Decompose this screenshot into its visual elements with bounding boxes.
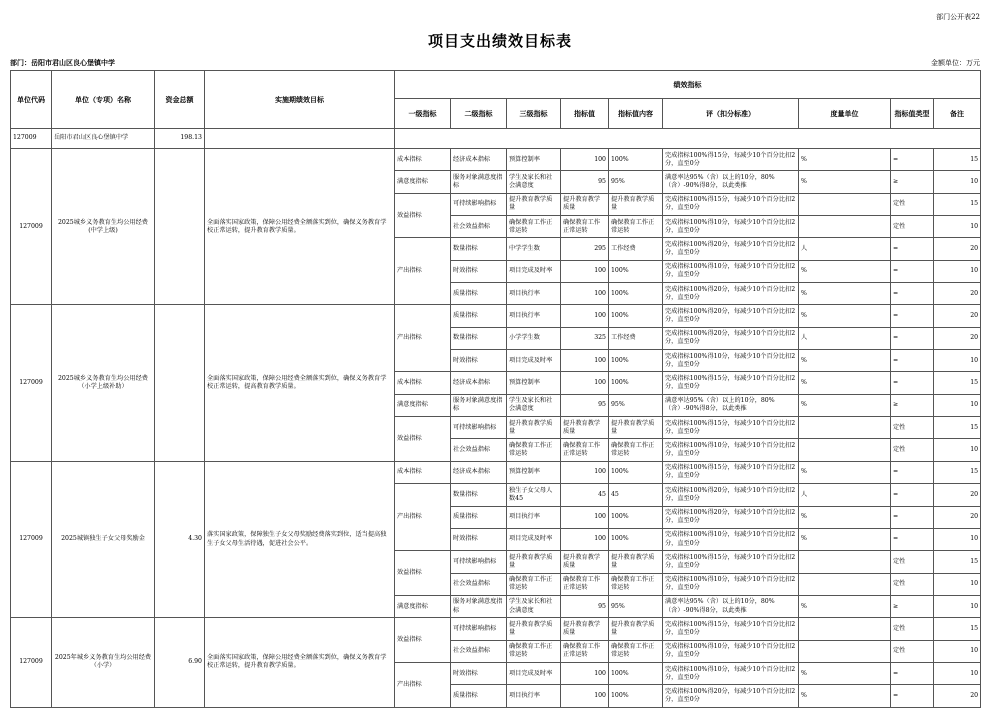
measure-unit: % [799,685,891,707]
measure-unit: 人 [799,327,891,349]
indicator-content: 确保教育工作正常运转 [609,573,663,595]
header-amount: 资金总额 [155,71,205,129]
indicator-value: 提升教育教学质量 [561,417,609,439]
level2-indicator: 社会效益指标 [451,640,507,662]
scoring-criteria: 完成指标100%得10分，每减少10个百分比扣2分，直至0分 [663,439,799,461]
indicator-content: 100% [609,528,663,550]
indicator-type: = [891,528,934,550]
measure-unit [799,417,891,439]
page-title: 项目支出绩效目标表 [427,32,572,50]
level2-indicator: 社会效益指标 [451,573,507,595]
summary-row [11,129,981,149]
header-l3: 三级指标 [507,99,561,129]
level2-indicator: 经济成本指标 [451,149,507,171]
level2-indicator: 社会效益指标 [451,216,507,238]
measure-unit: % [799,662,891,684]
header-criteria: 评（扣分标准） [663,99,799,129]
indicator-type: = [891,305,934,327]
indicator-content: 100% [609,372,663,394]
indicator-content: 100% [609,305,663,327]
remark: 10 [934,573,981,595]
measure-unit [799,193,891,215]
scoring-criteria: 完成指标100%得15分，每减少10个百分比扣2分，直至0分 [663,461,799,483]
level1-indicator: 产出指标 [395,238,451,305]
indicator-value: 100 [561,283,609,305]
remark: 10 [934,595,981,617]
indicator-content: 100% [609,350,663,372]
level2-indicator: 数量指标 [451,327,507,349]
indicator-content: 确保教育工作正常运转 [609,640,663,662]
indicator-type: = [891,283,934,305]
measure-unit [799,573,891,595]
level2-indicator: 服务对象满意度指标 [451,171,507,193]
measure-unit: % [799,595,891,617]
level3-indicator: 项目完成及时率 [507,350,561,372]
indicator-content: 确保教育工作正常运转 [609,439,663,461]
level3-indicator: 确保教育工作正常运转 [507,216,561,238]
indicator-type: = [891,461,934,483]
remark: 15 [934,372,981,394]
level3-indicator: 提升教育教学质量 [507,417,561,439]
indicator-content: 95% [609,595,663,617]
indicator-type: ≥ [891,595,934,617]
level2-indicator: 可持续影响指标 [451,417,507,439]
measure-unit: % [799,394,891,416]
measure-unit: % [799,506,891,528]
table-row [11,618,981,640]
measure-unit [799,551,891,573]
level3-indicator: 学生及家长和社会满意度 [507,171,561,193]
indicator-type: = [891,327,934,349]
remark: 10 [934,662,981,684]
table-row [11,461,981,483]
scoring-criteria: 完成指标100%得15分，每减少10个百分比扣2分，直至0分 [663,417,799,439]
measure-unit: % [799,372,891,394]
project-goal: 落实国家政策，保障独生子女父母奖励经费落实到位，适当提高独生子女父母生活待遇，促进社会公平。 [205,461,395,617]
remark: 10 [934,260,981,282]
amount-unit-label: 金额单位：万元 [931,59,980,67]
scoring-criteria: 完成指标100%得10分，每减少10个百分比扣2分，直至0分 [663,528,799,550]
level3-indicator: 中学学生数 [507,238,561,260]
level1-indicator: 效益指标 [395,551,451,596]
indicator-content: 确保教育工作正常运转 [609,216,663,238]
measure-unit: % [799,283,891,305]
project-name: 2025城乡义务教育生均公用经费(中学上级) [52,149,155,305]
indicator-value: 100 [561,685,609,707]
level1-indicator: 产出指标 [395,484,451,551]
measure-unit: % [799,528,891,550]
indicator-type: 定性 [891,216,934,238]
indicator-value: 100 [561,350,609,372]
indicator-content: 提升教育教学质量 [609,551,663,573]
level3-indicator: 项目执行率 [507,283,561,305]
remark: 10 [934,640,981,662]
performance-table [10,70,981,708]
remark: 20 [934,283,981,305]
measure-unit [799,439,891,461]
measure-unit [799,640,891,662]
indicator-type: = [891,149,934,171]
table-row [11,305,981,327]
indicator-type: 定性 [891,640,934,662]
project-code: 127009 [11,149,52,305]
remark: 20 [934,327,981,349]
indicator-value: 100 [561,461,609,483]
level3-indicator: 确保教育工作正常运转 [507,640,561,662]
level2-indicator: 服务对象满意度指标 [451,394,507,416]
remark: 10 [934,216,981,238]
scoring-criteria: 完成指标100%得20分，每减少10个百分比扣2分，直至0分 [663,484,799,506]
indicator-type: = [891,350,934,372]
level3-indicator: 预算控制率 [507,372,561,394]
summary-amount: 198.13 [155,129,205,149]
department-label: 部门：岳阳市君山区良心堡镇中学 [10,58,115,67]
level2-indicator: 时效指标 [451,528,507,550]
indicator-value: 100 [561,305,609,327]
level2-indicator: 质量指标 [451,685,507,707]
header-note: 备注 [934,99,981,129]
header-goal: 实施期绩效目标 [205,71,395,129]
indicator-value: 100 [561,506,609,528]
remark: 15 [934,618,981,640]
indicator-type: 定性 [891,417,934,439]
project-goal: 全面落实国家政策，保障公用经费全额落实到位，确保义务教育学校正常运转，提高教育教学质量。 [205,305,395,461]
level2-indicator: 时效指标 [451,260,507,282]
level1-indicator: 成本指标 [395,461,451,483]
scoring-criteria: 完成指标100%得20分，每减少10个百分比扣2分，直至0分 [663,327,799,349]
measure-unit [799,618,891,640]
level3-indicator: 确保教育工作正常运转 [507,439,561,461]
remark: 20 [934,506,981,528]
scoring-criteria: 完成指标100%得15分，每减少10个百分比扣2分，直至0分 [663,149,799,171]
indicator-value: 95 [561,171,609,193]
remark: 15 [934,417,981,439]
indicator-type: 定性 [891,618,934,640]
scoring-criteria: 完成指标100%得10分，每减少10个百分比扣2分，直至0分 [663,573,799,595]
level2-indicator: 经济成本指标 [451,372,507,394]
level3-indicator: 项目执行率 [507,305,561,327]
indicator-type: = [891,260,934,282]
level3-indicator: 提升教育教学质量 [507,551,561,573]
level3-indicator: 学生及家长和社会满意度 [507,595,561,617]
indicator-type: 定性 [891,439,934,461]
level2-indicator: 可持续影响指标 [451,618,507,640]
scoring-criteria: 完成指标100%得20分，每减少10个百分比扣2分，直至0分 [663,506,799,528]
level2-indicator: 时效指标 [451,662,507,684]
level1-indicator: 效益指标 [395,618,451,663]
level3-indicator: 学生及家长和社会满意度 [507,394,561,416]
project-amount [155,149,205,305]
measure-unit [799,216,891,238]
indicator-type: ≥ [891,394,934,416]
form-number-label: 部门公开表22 [936,13,980,21]
level1-indicator: 产出指标 [395,662,451,707]
indicator-type: = [891,484,934,506]
remark: 20 [934,685,981,707]
level3-indicator: 预算控制率 [507,461,561,483]
remark: 10 [934,350,981,372]
indicator-value: 100 [561,149,609,171]
indicator-value: 确保教育工作正常运转 [561,216,609,238]
header-l2: 二级指标 [451,99,507,129]
indicator-value: 提升教育教学质量 [561,193,609,215]
scoring-criteria: 完成指标100%得15分，每减少10个百分比扣2分，直至0分 [663,372,799,394]
project-goal: 全面落实国家政策，保障公用经费全额落实到位，确保义务教育学校正常运转，提升教育教学质量。 [205,618,395,707]
level3-indicator: 预算控制率 [507,149,561,171]
indicator-value: 确保教育工作正常运转 [561,573,609,595]
level2-indicator: 时效指标 [451,350,507,372]
indicator-content: 95% [609,171,663,193]
level3-indicator: 独生子女父母人数45 [507,484,561,506]
indicator-value: 95 [561,595,609,617]
summary-name: 岳阳市君山区良心堡镇中学 [52,129,155,149]
measure-unit: % [799,260,891,282]
indicator-type: = [891,372,934,394]
level3-indicator: 项目完成及时率 [507,260,561,282]
header-name: 单位（专项）名称 [52,71,155,129]
measure-unit: % [799,171,891,193]
level1-indicator: 满意度指标 [395,394,451,416]
scoring-criteria: 完成指标100%得15分，每减少10个百分比扣2分，直至0分 [663,551,799,573]
level1-indicator: 产出指标 [395,305,451,372]
remark: 20 [934,305,981,327]
indicator-type: = [891,685,934,707]
indicator-value: 295 [561,238,609,260]
header-type: 指标值类型 [891,99,934,129]
indicator-value: 提升教育教学质量 [561,551,609,573]
indicator-content: 100% [609,283,663,305]
indicator-content: 工作经费 [609,327,663,349]
indicator-type: ≥ [891,171,934,193]
level2-indicator: 质量指标 [451,506,507,528]
level3-indicator: 提升教育教学质量 [507,193,561,215]
scoring-criteria: 满意率达95%（含）以上的10分，80%（含）-90%得8分，以此类推 [663,595,799,617]
indicator-value: 100 [561,372,609,394]
scoring-criteria: 完成指标100%得10分，每减少10个百分比扣2分，直至0分 [663,640,799,662]
level1-indicator: 成本指标 [395,372,451,394]
level3-indicator: 项目执行率 [507,506,561,528]
level2-indicator: 质量指标 [451,283,507,305]
project-goal: 全面落实国家政策，保障公用经费全额落实到位，确保义务教育学校正常运转，提升教育教学质量。 [205,149,395,305]
indicator-value: 100 [561,528,609,550]
project-code: 127009 [11,461,52,617]
scoring-criteria: 完成指标100%得15分，每减少10个百分比扣2分，直至0分 [663,618,799,640]
scoring-criteria: 完成指标100%得20分，每减少10个百分比扣2分，直至0分 [663,283,799,305]
indicator-value: 确保教育工作正常运转 [561,439,609,461]
header-content: 指标值内容 [609,99,663,129]
remark: 15 [934,551,981,573]
level1-indicator: 满意度指标 [395,595,451,617]
measure-unit: % [799,461,891,483]
header-measure: 度量单位 [799,99,891,129]
level2-indicator: 质量指标 [451,305,507,327]
level1-indicator: 效益指标 [395,417,451,462]
remark: 10 [934,171,981,193]
scoring-criteria: 完成指标100%得10分，每减少10个百分比扣2分，直至0分 [663,350,799,372]
indicator-content: 100% [609,662,663,684]
indicator-content: 提升教育教学质量 [609,417,663,439]
summary-code: 127009 [11,129,52,149]
indicator-content: 100% [609,685,663,707]
project-code: 127009 [11,305,52,461]
level2-indicator: 可持续影响指标 [451,551,507,573]
indicator-value: 提升教育教学质量 [561,618,609,640]
level3-indicator: 项目完成及时率 [507,528,561,550]
remark: 10 [934,394,981,416]
header-l1: 一级指标 [395,99,451,129]
project-name: 2025城乡义务教育生均公用经费（小学上级补助） [52,305,155,461]
indicator-type: 定性 [891,551,934,573]
measure-unit: % [799,350,891,372]
indicator-value: 100 [561,260,609,282]
indicator-content: 100% [609,260,663,282]
project-amount: 6.90 [155,618,205,707]
remark: 10 [934,528,981,550]
project-amount: 4.30 [155,461,205,617]
measure-unit: 人 [799,484,891,506]
indicator-type: 定性 [891,193,934,215]
measure-unit: % [799,305,891,327]
remark: 15 [934,461,981,483]
indicator-content: 提升教育教学质量 [609,193,663,215]
indicator-type: 定性 [891,573,934,595]
project-amount [155,305,205,461]
header-code: 单位代码 [11,71,52,129]
level1-indicator: 满意度指标 [395,171,451,193]
indicator-type: = [891,662,934,684]
scoring-criteria: 完成指标100%得15分，每减少10个百分比扣2分，直至0分 [663,193,799,215]
level3-indicator: 提升教育教学质量 [507,618,561,640]
project-name: 2025年城乡义务教育生均公用经费（小学） [52,618,155,707]
level2-indicator: 社会效益指标 [451,439,507,461]
indicator-value: 95 [561,394,609,416]
indicator-content: 提升教育教学质量 [609,618,663,640]
level1-indicator: 成本指标 [395,149,451,171]
indicator-type: = [891,238,934,260]
indicator-content: 100% [609,149,663,171]
remark: 20 [934,484,981,506]
level2-indicator: 数量指标 [451,484,507,506]
remark: 15 [934,149,981,171]
level2-indicator: 可持续影响指标 [451,193,507,215]
level2-indicator: 数量指标 [451,238,507,260]
indicator-value: 确保教育工作正常运转 [561,640,609,662]
indicator-value: 325 [561,327,609,349]
indicator-value: 100 [561,662,609,684]
remark: 10 [934,439,981,461]
indicator-type: = [891,506,934,528]
scoring-criteria: 完成指标100%得10分，每减少10个百分比扣2分，直至0分 [663,662,799,684]
level3-indicator: 小学学生数 [507,327,561,349]
level3-indicator: 确保教育工作正常运转 [507,573,561,595]
scoring-criteria: 满意率达95%（含）以上的10分，80%（含）-90%得8分，以此类推 [663,394,799,416]
scoring-criteria: 完成指标100%得10分，每减少10个百分比扣2分，直至0分 [663,260,799,282]
table-row [11,149,981,171]
scoring-criteria: 完成指标100%得10分，每减少10个百分比扣2分，直至0分 [663,216,799,238]
remark: 20 [934,238,981,260]
level1-indicator: 效益指标 [395,193,451,238]
remark: 15 [934,193,981,215]
scoring-criteria: 满意率达95%（含）以上的10分，80%（含）-90%得8分，以此类推 [663,171,799,193]
indicator-content: 95% [609,394,663,416]
indicator-content: 100% [609,506,663,528]
indicator-content: 100% [609,461,663,483]
indicator-content: 45 [609,484,663,506]
scoring-criteria: 完成指标100%得20分，每减少10个百分比扣2分，直至0分 [663,305,799,327]
level2-indicator: 服务对象满意度指标 [451,595,507,617]
header-value: 指标值 [561,99,609,129]
indicator-content: 工作经费 [609,238,663,260]
measure-unit: % [799,149,891,171]
project-code: 127009 [11,618,52,707]
indicator-value: 45 [561,484,609,506]
header-performance: 绩效指标 [395,71,981,99]
scoring-criteria: 完成指标100%得20分，每减少10个百分比扣2分，直至0分 [663,685,799,707]
level2-indicator: 经济成本指标 [451,461,507,483]
scoring-criteria: 完成指标100%得20分，每减少10个百分比扣2分，直至0分 [663,238,799,260]
project-name: 2025城镇独生子女父母奖励金 [52,461,155,617]
level3-indicator: 项目完成及时率 [507,662,561,684]
measure-unit: 人 [799,238,891,260]
level3-indicator: 项目执行率 [507,685,561,707]
